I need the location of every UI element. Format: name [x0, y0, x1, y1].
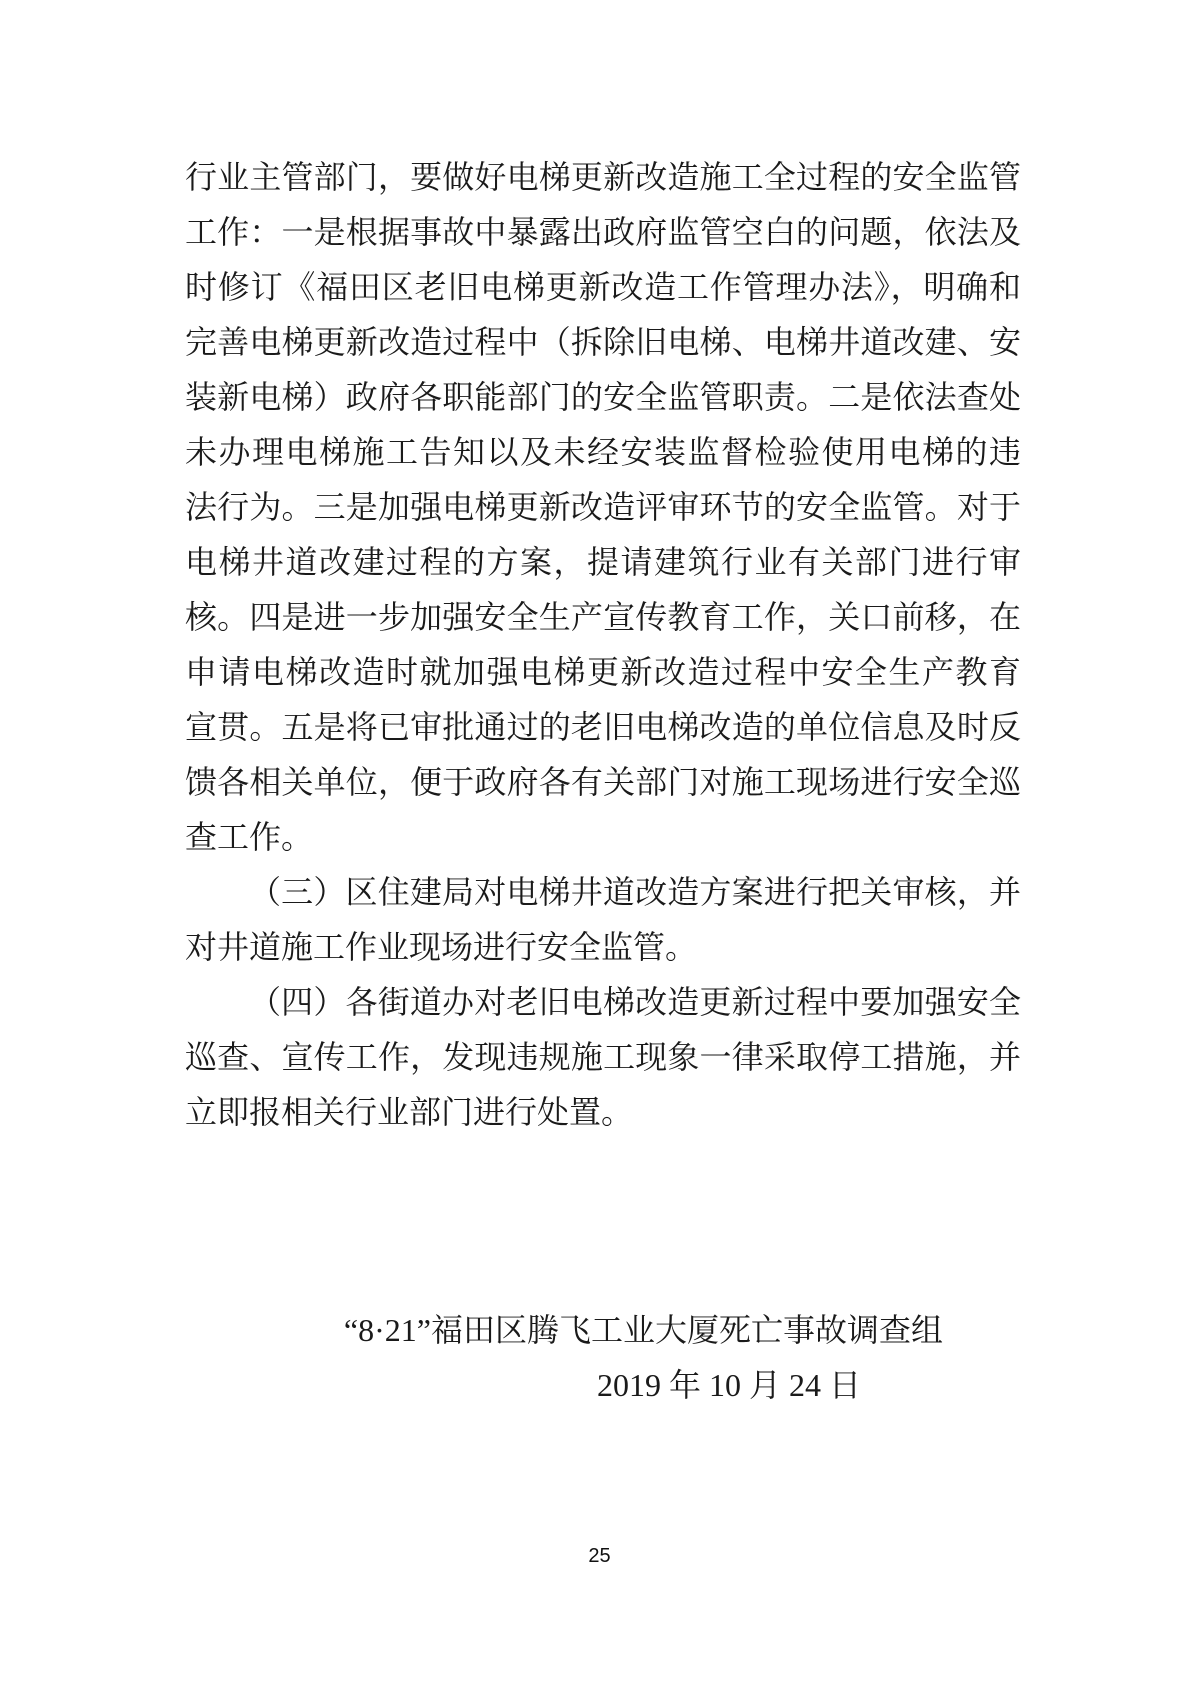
text-line: 查工作。 [185, 819, 314, 855]
text-line: 对井道施工作业现场进行安全监管。 [185, 929, 698, 965]
text-line: （四）各街道办对老旧电梯改造更新过程中要加强安全 [249, 984, 1021, 1020]
text-line: 巡查、宣传工作，发现违规施工现象一律采取停工措施，并 [185, 1039, 1021, 1075]
signature-org: “8·21”福田区腾飞工业大厦死亡事故调查组 [343, 1312, 943, 1348]
text-line: 核。四是进一步加强安全生产宣传教育工作，关口前移，在 [185, 599, 1021, 635]
text-line: 完善电梯更新改造过程中（拆除旧电梯、电梯井道改建、安 [185, 324, 1021, 360]
signature-block [185, 1303, 1021, 1413]
text-line: 工作：一是根据事故中暴露出政府监管空白的问题，依法及 [185, 214, 1021, 250]
text-line: 宣贯。五是将已审批通过的老旧电梯改造的单位信息及时反 [185, 709, 1021, 745]
text-line: 时修订《福田区老旧电梯更新改造工作管理办法》，明确和 [185, 269, 1021, 305]
text-line: 未办理电梯施工告知以及未经安装监督检验使用电梯的违 [185, 434, 1021, 470]
text-line: 立即报相关行业部门进行处置。 [185, 1094, 634, 1130]
page-number: 25 [588, 1545, 611, 1567]
text-line: 行业主管部门，要做好电梯更新改造施工全过程的安全监管 [185, 159, 1021, 195]
text-line: 电梯井道改建过程的方案，提请建筑行业有关部门进行审 [185, 544, 1021, 580]
text-line: 申请电梯改造时就加强电梯更新改造过程中安全生产教育 [185, 654, 1021, 690]
text-line: （三）区住建局对电梯井道改造方案进行把关审核，并 [249, 874, 1021, 910]
text-line: 馈各相关单位，便于政府各有关部门对施工现场进行安全巡 [185, 764, 1021, 800]
signature-date: 2019 年 10 月 24 日 [596, 1367, 861, 1403]
text-line: 装新电梯）政府各职能部门的安全监管职责。二是依法查处 [185, 379, 1021, 415]
body-text [185, 150, 1021, 1140]
text-line: 法行为。三是加强电梯更新改造评审环节的安全监管。对于 [185, 489, 1021, 525]
